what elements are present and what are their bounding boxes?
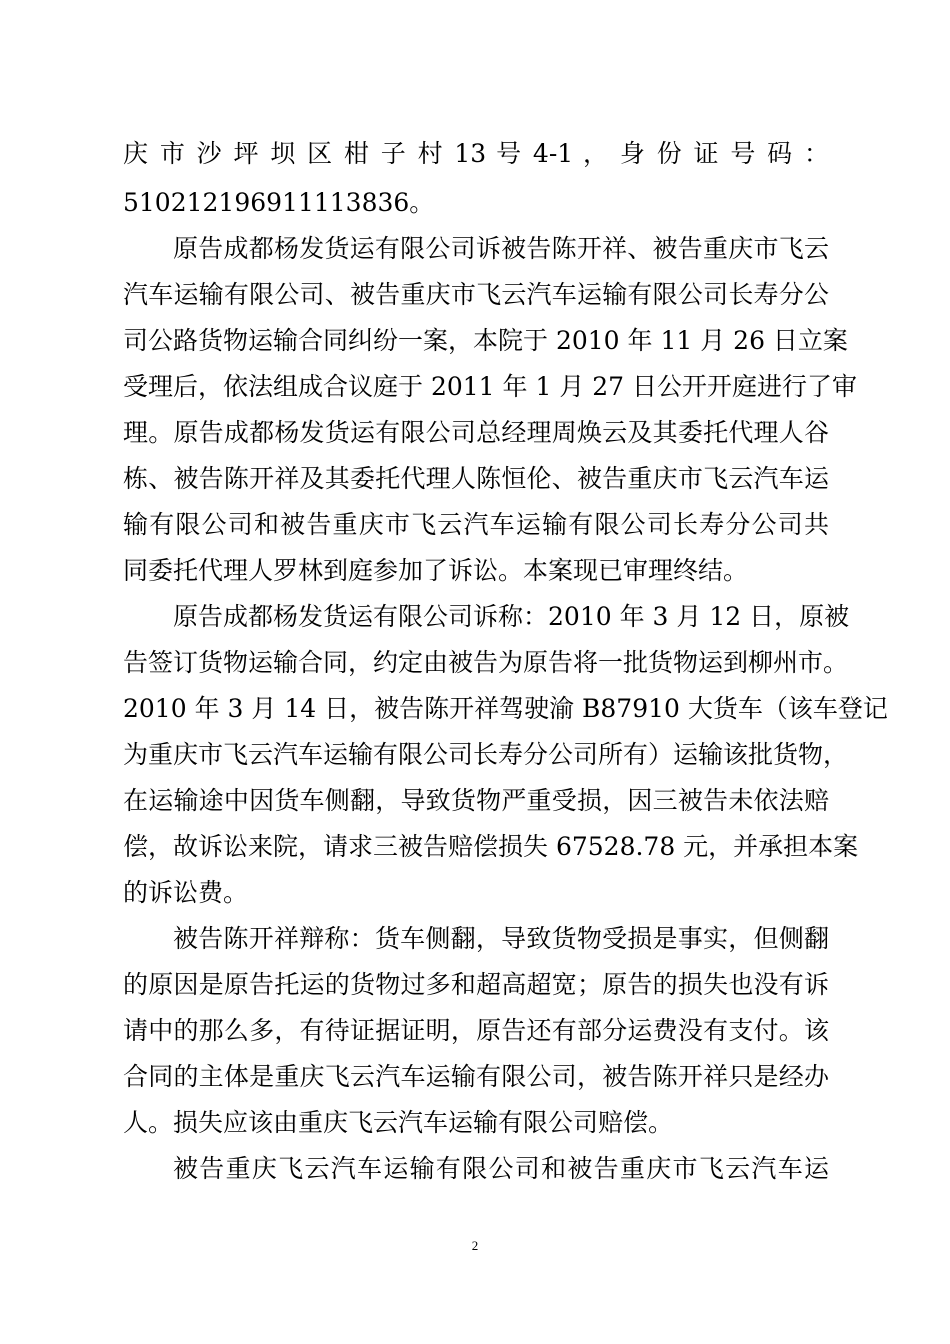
page-number: 2	[471, 1238, 479, 1253]
text-line: 人。损失应该由重庆飞云汽车运输有限公司赔偿。	[123, 1108, 674, 1137]
text-line: 输有限公司和被告重庆市飞云汽车运输有限公司长寿分公司共	[123, 510, 829, 539]
text-line: 合同的主体是重庆飞云汽车运输有限公司，被告陈开祥只是经办	[123, 1062, 829, 1091]
text-line: 栋、被告陈开祥及其委托代理人陈恒伦、被告重庆市飞云汽车运	[123, 464, 829, 493]
text-line: 司公路货物运输合同纠纷一案，本院于 2010 年 11 月 26 日立案	[123, 326, 848, 355]
text-line: 理。原告成都杨发货运有限公司总经理周焕云及其委托代理人谷	[123, 418, 829, 447]
text-line: 在运输途中因货车侧翻，导致货物严重受损，因三被告未依法赔	[123, 786, 829, 815]
text-line: 偿，故诉讼来院，请求三被告赔偿损失 67528.78 元，并承担本案	[123, 832, 859, 861]
paragraph-start-line: 原告成都杨发货运有限公司诉称：2010 年 3 月 12 日，原被	[173, 602, 850, 631]
text-line: 510212196911113836。	[123, 188, 435, 217]
text-line: 请中的那么多，有待证据证明，原告还有部分运费没有支付。该	[123, 1016, 829, 1045]
text-line: 汽车运输有限公司、被告重庆市飞云汽车运输有限公司长寿分公	[123, 280, 829, 309]
text-line: 为重庆市飞云汽车运输有限公司长寿分公司所有）运输该批货物，	[123, 740, 849, 769]
text-line: 2010 年 3 月 14 日，被告陈开祥驾驶渝 B87910 大货车（该车登记	[123, 694, 888, 723]
paragraph-start-line: 原告成都杨发货运有限公司诉被告陈开祥、被告重庆市飞云	[173, 234, 829, 263]
paragraph-start-line: 被告重庆飞云汽车运输有限公司和被告重庆市飞云汽车运	[173, 1154, 829, 1183]
paragraph-start-line: 被告陈开祥辩称：货车侧翻，导致货物受损是事实，但侧翻	[173, 924, 829, 953]
text-line: 的诉讼费。	[123, 878, 249, 907]
text-line: 同委托代理人罗林到庭参加了诉讼。本案现已审理终结。	[123, 556, 749, 585]
text-line: 的原因是原告托运的货物过多和超高超宽；原告的损失也没有诉	[123, 970, 829, 999]
text-line: 受理后，依法组成合议庭于 2011 年 1 月 27 日公开开庭进行了审	[123, 372, 858, 401]
text-line: 告签订货物运输合同，约定由被告为原告将一批货物运到柳州市。	[123, 648, 849, 677]
text-line: 庆 市 沙 坪 坝 区 柑 子 村 13 号 4-1 ， 身 份 证 号 码 ：	[123, 139, 829, 168]
